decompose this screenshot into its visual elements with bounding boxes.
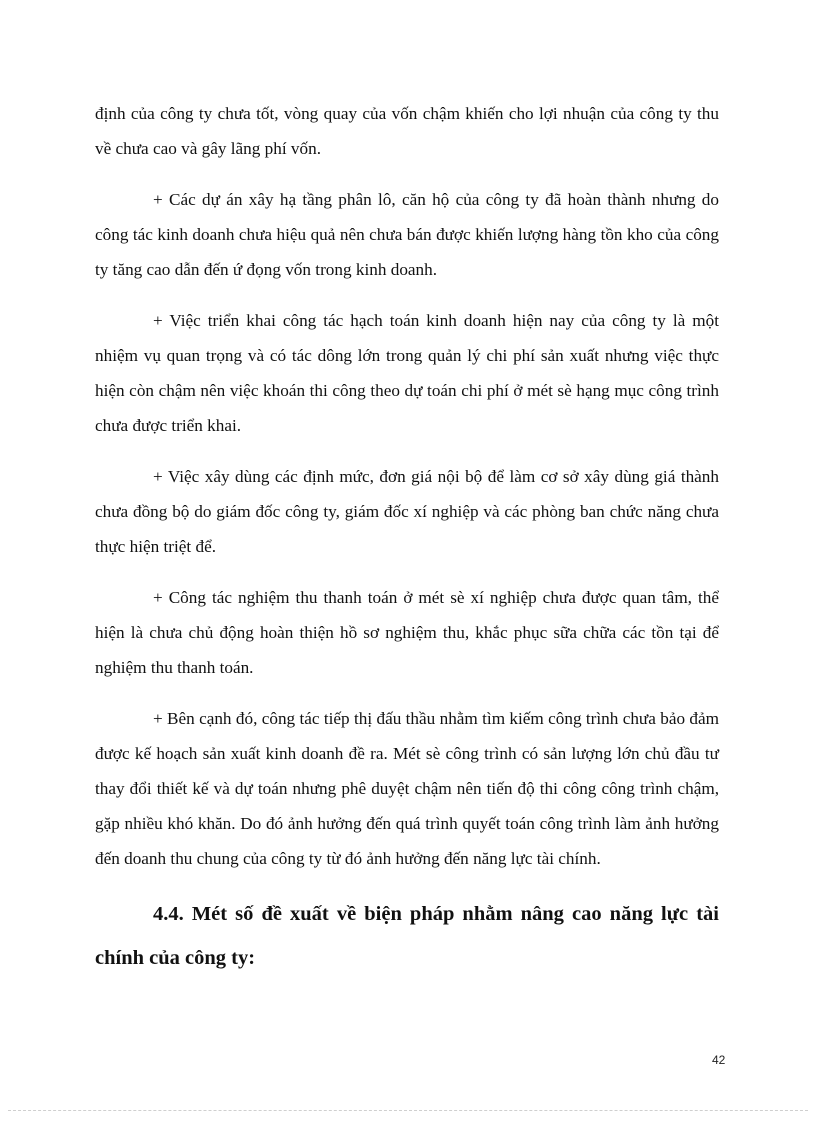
page-content [95,96,719,980]
page-number: 42 [712,1053,726,1067]
paragraph-continuation: định của công ty chưa tốt, vòng quay của vốn chậm khiến cho lợi nhuận của công ty thu về chưa cao và gây lãng phí vốn. [95,104,719,158]
section-heading: 4.4. Mét số đề xuất về biện pháp nhằm nâng cao năng lực tài chính của công ty: [95,903,719,969]
paragraph-internal-norms: + Việc xây dùng các định mức, đơn giá nội bộ để làm cơ sở xây dùng giá thành chưa đồng bộ do giám đốc công ty, giám đốc xí nghiệp và các phòng ban chức năng chưa thực hiện triệt để. [95,467,719,556]
paragraph-acceptance-payment: + Công tác nghiệm thu thanh toán ở mét sè xí nghiệp chưa được quan tâm, thể hiện là chưa chủ động hoàn thiện hồ sơ nghiệm thu, khắc phục sữa chữa các tồn tại để nghiệm thu thanh toán. [95,588,719,677]
paragraph-unsold-inventory: + Các dự án xây hạ tầng phân lô, căn hộ của công ty đã hoàn thành nhưng do công tác kinh doanh chưa hiệu quả nên chưa bán được khiến lượng hàng tồn kho của công ty tăng cao dẫn đến ứ đọng vốn trong kinh doanh. [95,190,719,279]
paragraph-business-accounting: + Việc triển khai công tác hạch toán kinh doanh hiện nay của công ty là một nhiệm vụ quan trọng và có tác dông lớn trong quản lý chi phí sản xuất nhưng việc thực hiện còn chậm nên việc khoán thi công theo dự toán chi phí ở mét sè hạng mục công trình chưa được triển khai. [95,311,719,435]
bottom-divider [8,1110,808,1111]
paragraph-bidding-marketing: + Bên cạnh đó, công tác tiếp thị đấu thầu nhằm tìm kiếm công trình chưa bảo đảm được kế hoạch sản xuất kinh doanh đề ra. Mét sè công trình có sản lượng lớn chủ đầu tư thay đổi thiết kế và dự toán nhưng phê duyệt chậm nên tiến độ thi công công trình chậm, gặp nhiều khó khăn. Do đó ảnh hưởng đến quá trình quyết toán công trình làm ảnh hưởng đến doanh thu chung của công ty từ đó ảnh hưởng đến năng lực tài chính. [95,709,719,868]
